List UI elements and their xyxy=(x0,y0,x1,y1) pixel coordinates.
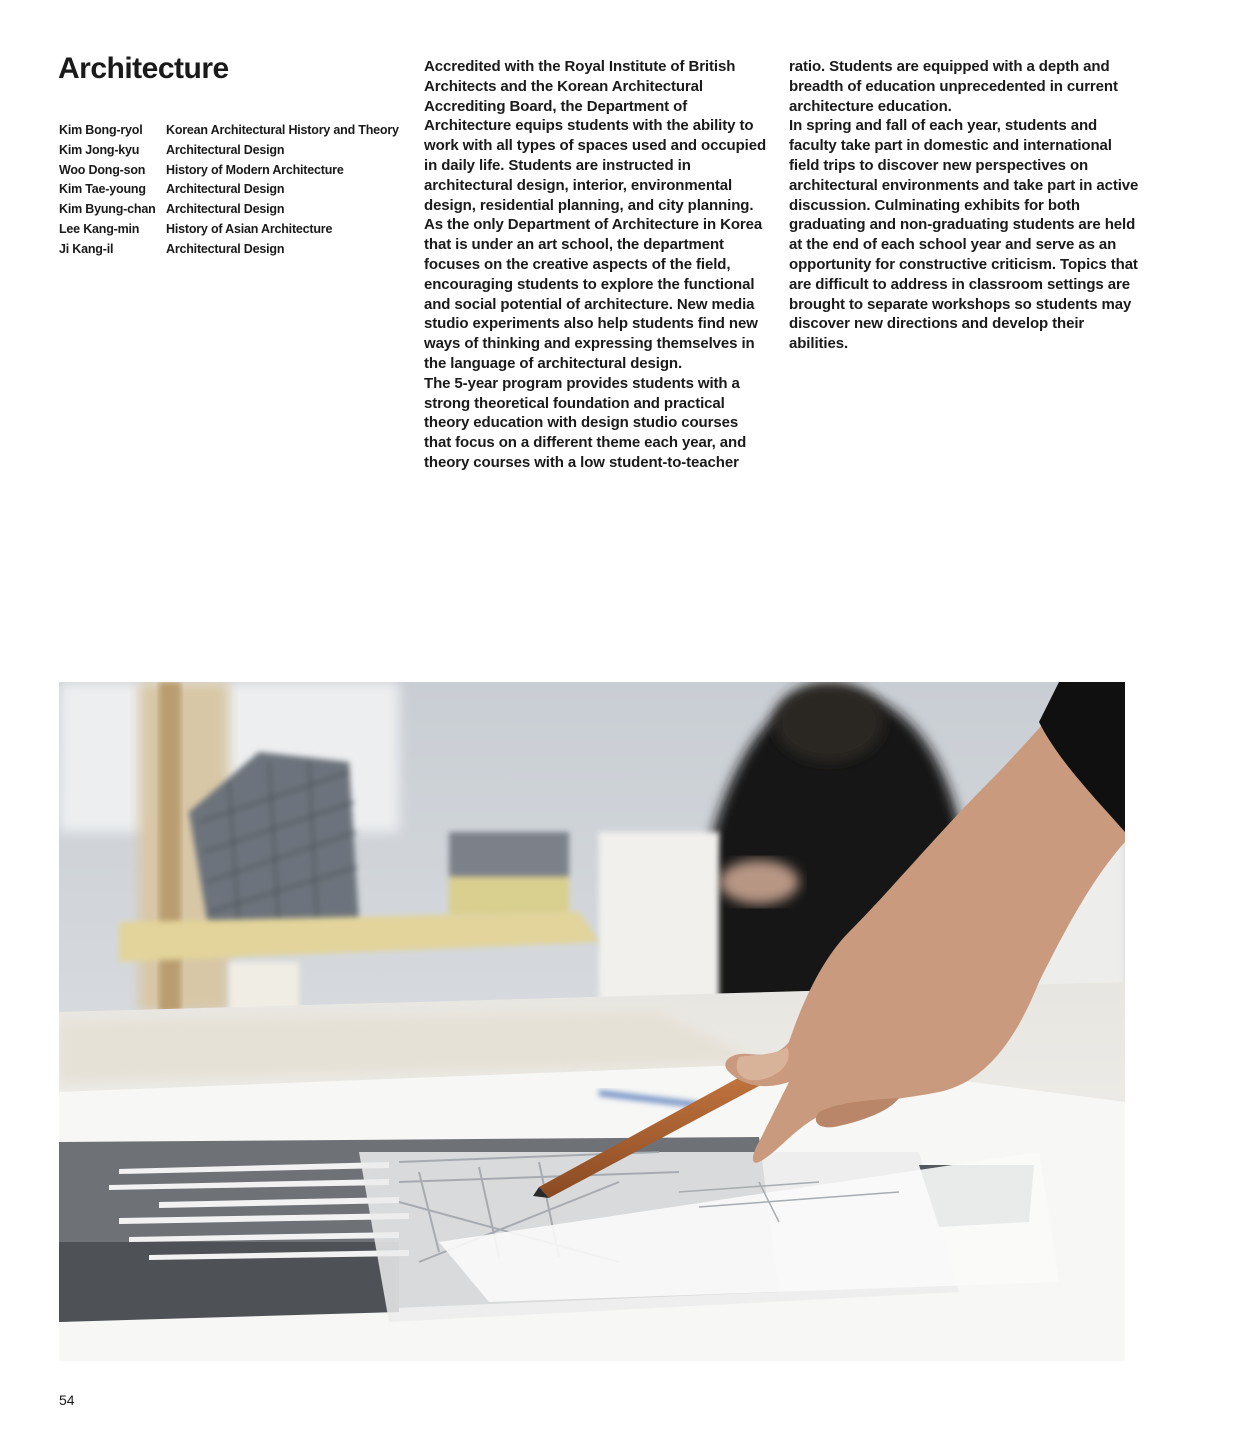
page-number: 54 xyxy=(59,1392,75,1408)
body-paragraph: Accredited with the Royal Institute of British Architects and the Korean Architectural Accrediting Board, the Department of Architecture equips students with the ability to work with all types of spaces used and occupied in daily life. Students are instructed in architectural design, interior, environmental design, residential planning, and city planning. As the only Department of Architecture in Korea that is under an art school, the department focuses on the creative aspects of the field, encouraging students to explore the functional and social potential of architecture. New media studio experiments also help students find new ways of thinking and expressing themselves in the language of architectural design. xyxy=(424,58,767,372)
faculty-field: Architectural Design xyxy=(166,202,285,217)
faculty-name: Ji Kang-il xyxy=(59,241,114,256)
body-column-1 xyxy=(424,57,769,473)
faculty-row xyxy=(59,121,399,141)
page-title: Architecture xyxy=(58,52,229,85)
studio-photo-illustration xyxy=(59,682,1125,1361)
body-column-2 xyxy=(789,57,1139,354)
studio-photo xyxy=(59,682,1125,1361)
faculty-name: Kim Tae-young xyxy=(59,182,146,197)
faculty-name: Kim Byung-chan xyxy=(59,202,156,217)
faculty-field: Architectural Design xyxy=(166,241,285,256)
faculty-row xyxy=(59,220,399,240)
faculty-field: History of Modern Architecture xyxy=(166,162,344,177)
faculty-row xyxy=(59,141,399,161)
faculty-row xyxy=(59,180,399,200)
faculty-name: Kim Bong-ryol xyxy=(59,123,143,137)
faculty-row xyxy=(59,161,399,181)
faculty-name: Kim Jong-kyu xyxy=(59,142,140,157)
faculty-field: Korean Architectural History and Theory xyxy=(166,123,399,137)
body-paragraph: The 5-year program provides students with a strong theoretical foundation and practical theory education with design studio courses that focus on a different theme each year, and theory courses with a low student-to-teacher xyxy=(424,374,747,471)
body-paragraph: ratio. Students are equipped with a depth and breadth of education unprecedented in current architecture education. xyxy=(789,58,1118,115)
faculty-row xyxy=(59,200,399,220)
faculty-field: Architectural Design xyxy=(166,182,285,197)
body-paragraph: In spring and fall of each year, students and faculty take part in domestic and international field trips to discover new perspectives on architectural environments and take part in active discussion. Culminating exhibits for both graduating and non-graduating students are held at the end of each school year and serve as an opportunity for constructive criticism. Topics that are difficult to address in classroom settings are brought to separate workshops so students may discover new directions and develop their abilities. xyxy=(789,117,1139,353)
faculty-name: Woo Dong-son xyxy=(59,162,146,177)
faculty-name: Lee Kang-min xyxy=(59,221,140,236)
faculty-list xyxy=(59,121,399,260)
faculty-field: Architectural Design xyxy=(166,142,285,157)
faculty-row xyxy=(59,240,399,260)
faculty-field: History of Asian Architecture xyxy=(166,221,333,236)
